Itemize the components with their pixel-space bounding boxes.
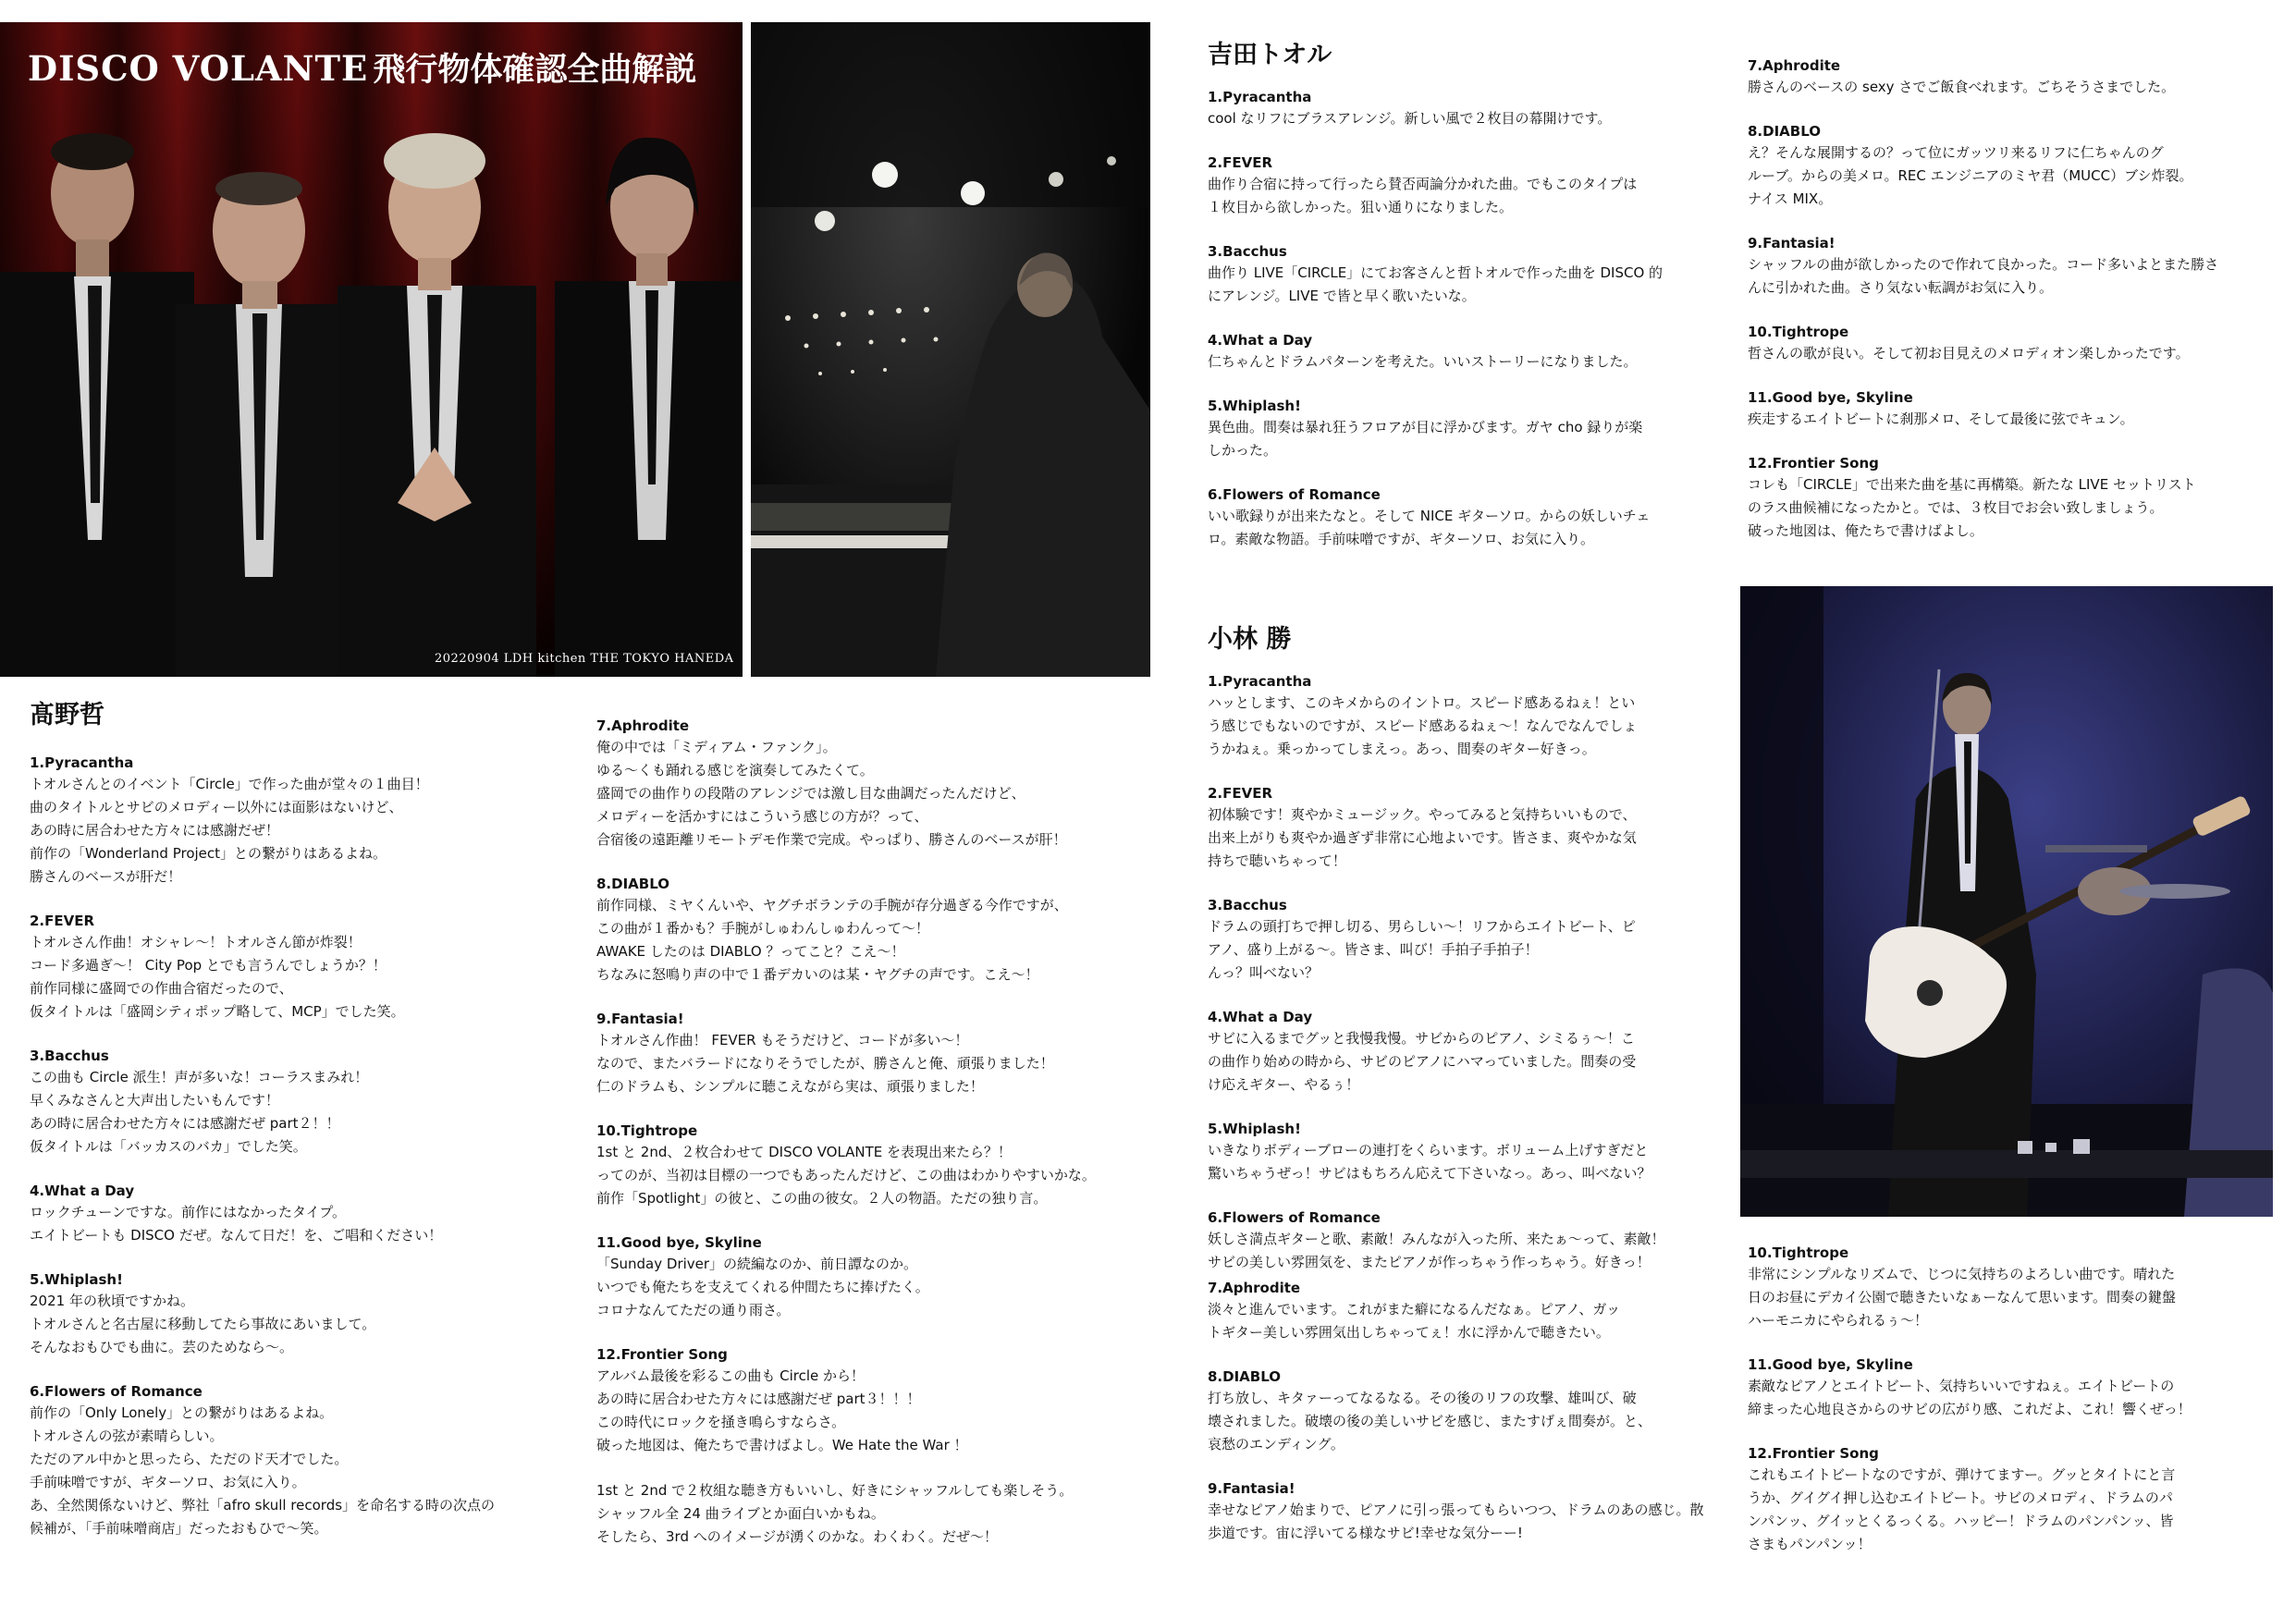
song-entry [1208,484,1712,551]
song-comment: 妖しさ満点ギターと歌、素敵！みんなが入った所、来たぁ〜って、素敵！ サビの美しい雰囲気を、またピアノが作っちゃう作っちゃう。好きっ！ [1208,1231,1665,1271]
song-title: 1.Pyracantha [1208,673,1312,691]
song-entry [1208,1478,1712,1545]
kobayashi-column-1 [1208,625,1712,1567]
song-comment: トオルさん作曲！ FEVER もそうだけど、コードが多い〜！ なので、またバラードになりそうでしたが、勝さんと俺、頑張りました！ 仁のドラムも、シンプルに聴こえながら実は、頑張りました！ [596,1032,1054,1095]
song-comment: ドラムの頭打ちで押し切る、男らしい〜！リフからエイトビート、ピ アノ、盛り上がる〜。皆さま、叫び！手拍子手拍子！ んっ？叫べない？ [1208,918,1636,982]
song-title: 9.Fantasia! [1208,1480,1295,1498]
song-entry [1208,330,1712,374]
song-entry [1208,1207,1712,1274]
song-entry [1748,1443,2265,1556]
band-photo [0,22,743,677]
song-comment: 異色曲。間奏は暴れ狂うフロアが目に浮かびます。ガヤ cho 録りが楽 しかった。 [1208,419,1643,460]
keyboard-photo [751,22,1150,677]
song-entry [1748,233,2265,300]
song-comment: 「Sunday Driver」の続編なのか、前日譚なのか。 いつでも俺たちを支えてくれる仲間たちに捧げたく。 コロナなんてただの通り雨さ。 [596,1256,929,1318]
song-entry [1208,1119,1712,1185]
author-name-kobayashi: 小林 勝 [1208,625,1292,654]
song-entry [1208,153,1712,219]
song-title: 5.Whiplash! [1208,1121,1301,1138]
song-title: 3.Bacchus [1208,897,1287,914]
song-title: 2.FEVER [1208,785,1273,803]
song-title: 7.Aphrodite [1748,57,1841,74]
song-entry [1748,1354,2265,1421]
song-comment: これもエイトビートなのですが、弾けてますー。グッとタイトにと言 うか、グイグイ押し込むエイトビート。サビのメロディ、ドラムのパ ンパンッ、グイッとくるっくる。ハッピー！ドラムのパンパンッ、皆 さまもパンパンッ！ [1748,1466,2176,1552]
song-comment: 仁ちゃんとドラムパターンを考えた。いいストーリーになりました。 [1208,353,1638,371]
song-entry [1208,396,1712,462]
song-entry [30,1046,575,1158]
author-name-yoshida: 吉田トオル [1208,41,1332,69]
song-title: 2.FEVER [30,913,95,930]
song-entry [1208,1367,1712,1456]
song-comment: ロックチューンですな。前作にはなかったタイプ。 エイトビートも DISCO だぜ。なんて日だ！を、ご唱和ください！ [30,1204,443,1244]
song-comment: 前作同様、ミヤくんいや、ヤグチボランテの手腕が存分過ぎる今作ですが、 この曲が１番かも？手腕がしゅわんしゅわんって〜！ AWAKE したのは DIABLO ？ってこと？こえ〜！ ちなみに怒鳴り声の中で１番デカいのは某・ヤグチの声です。こえ〜！ [596,897,1068,983]
song-entry [596,874,1142,987]
takano-column-1 [30,701,575,1563]
song-title: 8.DIABLO [1748,123,1821,140]
song-comment: え？そんな展開するの？って位にガッツリ来るリフに仁ちゃんのグ ルーブ。からの美メロ。REC エンジニアのミヤ君（MUCC）ブシ炸裂。 ナイス MIX。 [1748,144,2193,207]
song-entry [1748,453,2265,543]
song-comment: 淡々と進んでいます。これがまた癖になるんだなぁ。ピアノ、ガッ トギター美しい雰囲気出しちゃってぇ！水に浮かんで聴きたい。 [1208,1301,1621,1342]
song-entry [1208,783,1712,873]
takano-column-2 [596,716,1142,1549]
photo-credit: 20220904 LDH kitchen THE TOKYO HANEDA [435,652,734,666]
song-comment: いい歌録りが出来たなと。そして NICE ギターソロ。からの妖しいチェ ロ。素敵な物語。手前味噌ですが、ギターソロ、お気に入り。 [1208,508,1651,548]
song-entry [1208,671,1712,761]
title-en: DISCO VOLANTE [28,48,369,89]
song-title: 10.Tightrope [1748,324,1849,340]
song-comment: cool なリフにブラスアレンジ。新しい風で２枚目の幕開けです。 [1208,110,1612,128]
title-jp: 飛行物体確認全曲解説 [373,52,697,89]
song-entry [30,753,575,889]
band-photo-image [0,22,743,677]
song-comment: トオルさんとのイベント「Circle」で作った曲が堂々の１曲目！ 曲のタイトルとサビのメロディー以外には面影はないけど、 あの時に居合わせた方々には感謝だぜ！ 前作の「Wonderland Project」との繋がりはあるよね。 勝さんのベースが肝だ！ [30,776,429,886]
song-title: 8.DIABLO [596,876,669,892]
song-comment: 哲さんの歌が良い。そして初お目見えのメロディオン楽しかったです。 [1748,345,2190,362]
song-title: 12.Frontier Song [1748,455,1879,472]
song-entry [1208,87,1712,130]
song-title: 4.What a Day [30,1183,135,1200]
song-title: 9.Fantasia! [596,1011,684,1027]
song-title: 11.Good bye, Skyline [1748,1356,1913,1373]
song-title: 11.Good bye, Skyline [596,1234,762,1251]
song-comment: 打ち放し、キタァーってなるなる。その後のリフの攻撃、雄叫び、破 壊されました。破壊の後の美しいサビを感じ、またすげぇ間奏が。と、 哀愁のエンディング。 [1208,1390,1652,1453]
song-comment: 素敵なピアノとエイトビート、気持ちいいですねぇ。エイトビートの 締まった心地良さからのサビの広がり感、これだよ、これ！響くぜっ！ [1748,1378,2192,1417]
song-title: 6.Flowers of Romance [1208,486,1381,504]
song-title: 1.Pyracantha [30,754,134,772]
song-title: 10.Tightrope [1748,1244,1849,1261]
song-entry [30,1269,575,1359]
song-entry [1208,895,1712,985]
song-title: 8.DIABLO [1208,1368,1281,1386]
song-entry [30,911,575,1024]
song-entry [596,1344,1142,1457]
song-title: 10.Tightrope [596,1122,698,1139]
song-comment: この曲も Circle 派生！声が多いな！コーラスまみれ！ 早くみなさんと大声出したいもんです！ あの時に居合わせた方々には感謝だぜ part２！！ 仮タイトルは「バッカスのバカ」でした笑。 [30,1069,369,1156]
song-entry [1748,322,2265,365]
song-title: 5.Whiplash! [1208,398,1301,415]
song-title: 9.Fantasia! [1748,235,1836,251]
yoshida-column-2 [1748,55,2265,565]
kobayashi-column-2 [1748,1243,2265,1578]
song-entry [30,1381,575,1540]
song-title: 6.Flowers of Romance [1208,1209,1381,1227]
song-comment: 曲作り LIVE「CIRCLE」にてお客さんと哲トオルで作った曲を DISCO 的 にアレンジ。LIVE で皆と早く歌いたいな。 [1208,264,1664,305]
song-entry [30,1181,575,1247]
song-title: 7.Aphrodite [596,717,690,734]
song-title: 6.Flowers of Romance [30,1383,203,1401]
song-comment: 非常にシンプルなリズムで、じつに気持ちのよろしい曲です。晴れた 日のお昼にデカイ公園で聴きたいなぁーなんて思います。間奏の鍵盤 ハーモニカにやられるぅ〜！ [1748,1266,2177,1329]
song-entry [1208,1278,1712,1344]
song-title: 11.Good bye, Skyline [1748,389,1913,406]
song-entry [596,716,1142,852]
song-comment: 俺の中では「ミディアム・ファンク」。 ゆる〜くも踊れる感じを演奏してみたくて。 盛岡での曲作りの段階のアレンジでは激し目な曲調だったんだけど、 メロディーを活かすにはこういう感じの方が？って、 合宿後の遠距離リモートデモ作業で完成。やっぱり、勝さんのベースが肝！ [596,739,1067,848]
song-comment: 2021 年の秋頃ですかね。 トオルさんと名古屋に移動してたら事故にあいまして。 そんなおもひでも曲に。芸のためなら〜。 [30,1293,376,1356]
song-title: 7.Aphrodite [1208,1280,1301,1297]
keyboard-photo-image [751,22,1150,677]
yoshida-column [1208,41,1712,573]
song-entry [596,1232,1142,1322]
song-comment: 疾走するエイトビートに刹那メロ、そして最後に弦でキュン。 [1748,411,2134,427]
song-entry [1748,1243,2265,1332]
song-title: 4.What a Day [1208,332,1313,349]
song-comment: 1st と 2nd、２枚合わせて DISCO VOLANTE を表現出来たら？！ ってのが、当初は目標の一つでもあったんだけど、この曲はわかりやすいかな。 前作「Spotlight」の彼と、この曲の彼女。２人の物語。ただの独り言。 [596,1144,1096,1207]
song-comment: シャッフルの曲が欲しかったので作れて良かった。コード多いよとまた勝さ んに引かれた曲。さり気ない転調がお気に入り。 [1748,256,2219,296]
song-comment: トオルさん作曲！オシャレ〜！トオルさん節が炸裂！ コード多過ぎ〜！ City Pop とでも言うんでしょうか？！ 前作同様に盛岡での作曲合宿だったので、 仮タイトルは「盛岡シティポップ略して、MCP」でした笑。 [30,934,405,1021]
song-title: 12.Frontier Song [1748,1445,1879,1462]
song-title: 3.Bacchus [1208,243,1287,261]
bassist-photo [1740,586,2273,1217]
closing-comment: 1st と 2nd で２枚組な聴き方もいいし、好きにシャッフルしても楽しそう。 シャッフル全 24 曲ライブとか面白いかもね。 そしたら、3rd へのイメージが湧くのかな。わくわく。だぜ〜！ [596,1482,1074,1545]
song-comment: アルバム最後を彩るこの曲も Circle から！ あの時に居合わせた方々には感謝だぜ part３！！！ この時代にロックを掻き鳴らすならさ。 破った地図は、俺たちで書けばよし。We Hate the War ！ [596,1367,968,1453]
author-name-takano: 髙野哲 [30,701,104,729]
song-comment: ハッとします、このキメからのイントロ。スピード感あるねぇ！とい う感じでもないのですが、スピード感あるねぇ〜！なんでなんでしょ うかねぇ。乗っかってしまえっ。あっ、間奏のギター好きっ。 [1208,694,1638,758]
song-entry [1208,1007,1712,1097]
song-entry [1208,241,1712,308]
song-comment: 曲作り合宿に持って行ったら賛否両論分かれた曲。でもこのタイプは １枚目から欲しかった。狙い通りになりました。 [1208,176,1638,216]
song-entry [596,1121,1142,1210]
song-title: 5.Whiplash! [30,1271,123,1289]
song-comment: サビに入るまでグッと我慢我慢。サビからのピアノ、シミるぅ〜！こ の曲作り始めの時から、サビのピアノにハマっていました。間奏の受 け応えギター、やるぅ！ [1208,1030,1637,1094]
song-title: 2.FEVER [1208,154,1273,172]
song-entry [1748,387,2265,431]
song-title: 3.Bacchus [30,1048,109,1065]
bassist-photo-image [1740,586,2273,1217]
song-comment: コレも「CIRCLE」で出来た曲を基に再構築。新たな LIVE セットリスト のラス曲候補になったかと。では、３枚目でお会い致しましょう。 破った地図は、俺たちで書けばよし。 [1748,476,2196,539]
song-comment: 勝さんのベースの sexy さでご飯食べれます。ごちそうさまでした。 [1748,79,2176,95]
page-title [28,44,696,91]
song-entry [596,1009,1142,1098]
song-comment: 幸せなピアノ始まりで、ピアノに引っ張ってもらいつつ、ドラムのあの感じ。散 歩道です。宙に浮いてる様なサビ!幸せな気分ーー! [1208,1502,1704,1542]
song-comment: 初体験です！爽やかミュージック。やってみると気持ちいいもので、 出来上がりも爽やか過ぎず非常に心地よいです。皆さま、爽やかな気 持ちで聴いちゃって！ [1208,806,1637,870]
song-title: 4.What a Day [1208,1009,1313,1026]
song-comment: 前作の「Only Lonely」との繋がりはあるよね。 トオルさんの弦が素晴らしい。 ただのアル中かと思ったら、ただのド天才でした。 手前味噌ですが、ギターソロ、お気に入り。 あ、全然関係ないけど、弊社「afro skull records」を命名する時の次点の 候補が、「手前味噌商店」だったおもひで〜笑。 [30,1404,496,1538]
song-title: 1.Pyracantha [1208,89,1312,106]
song-title: 12.Frontier Song [596,1346,728,1363]
song-entry [1748,55,2265,99]
song-entry [1748,121,2265,211]
song-comment: いきなりボディーブローの連打をくらいます。ボリューム上げすぎだと 驚いちゃうぜっ！サビはもちろん応えて下さいなっ。あっ、叫べない？ [1208,1142,1651,1183]
